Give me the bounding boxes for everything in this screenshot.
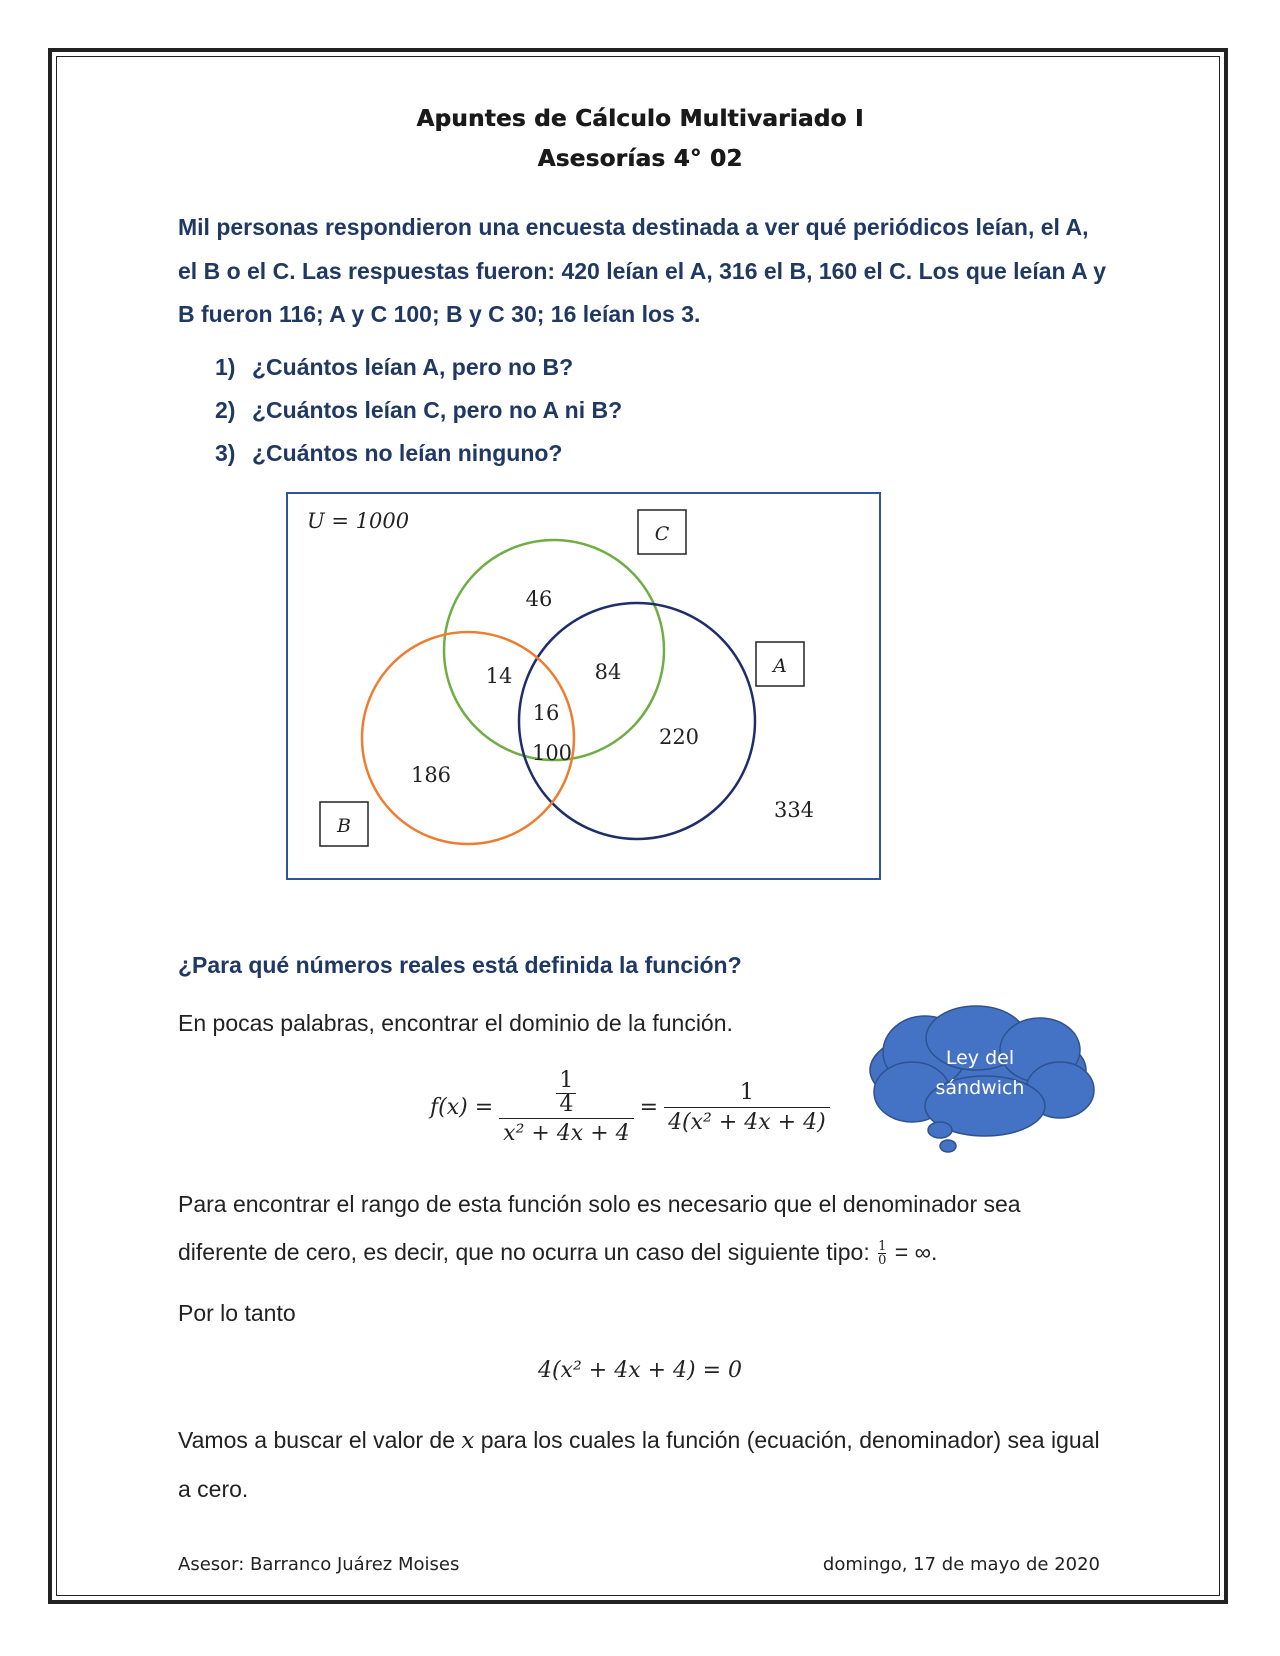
function-formula [430,1068,836,1146]
one-over-zero-denominator: 0 [878,1253,887,1269]
footer-date: domingo, 17 de mayo de 2020 [822,1554,1100,1575]
denominator-equation: 4(x² + 4x + 4) = 0 [537,1358,743,1383]
therefore-text: Por lo tanto [178,1300,296,1326]
intro-text: En pocas palabras, encontrar el dominio de la función. [178,1010,733,1036]
formula-equals: = [639,1094,659,1120]
formula-fraction-2-denominator: 4(x² + 4x + 4) [664,1107,830,1135]
question-text: ¿Cuántos no leían ninguno? [252,440,563,466]
cloud-text-line2: sándwich [935,1077,1025,1099]
formula-fraction-1-denominator: x² + 4x + 4 [499,1118,633,1146]
set-a-label: A [773,655,787,677]
universe-label: U = 1000 [307,509,410,533]
formula-fraction-1-numerator [552,1068,580,1118]
formula-lhs: f(x) = [430,1094,494,1120]
region-only-b: 186 [410,763,452,787]
formula-fraction-2 [664,1080,830,1135]
inner-denominator: 4 [556,1093,576,1116]
region-a-and-c: 84 [594,660,622,684]
search-variable: x [461,1428,475,1454]
region-none: 334 [773,798,815,822]
set-c-label: C [654,523,670,545]
question-number: 1) [215,354,236,380]
cloud-text-line1: Ley del [945,1047,1015,1069]
region-only-c: 46 [525,587,553,611]
one-over-zero-numerator: 1 [878,1239,887,1255]
question-number: 2) [215,397,236,423]
region-b-and-c: 14 [485,664,513,688]
question-number: 3) [215,440,236,466]
page-title: Apuntes de Cálculo Multivariado I [416,106,864,132]
range-paragraph [178,1180,1108,1276]
region-all-three: 16 [532,701,560,725]
region-a-and-b: 100 [531,741,573,765]
search-paragraph [178,1416,1108,1513]
question-text: ¿Cuántos leían A, pero no B? [252,354,574,380]
search-text: Vamos a buscar el valor de [178,1427,462,1453]
range-text-end: = ∞. [888,1239,938,1265]
region-only-a: 220 [658,725,700,749]
inner-numerator: 1 [559,1068,574,1093]
range-text: Para encontrar el rango de esta función solo es necesario que el denominador sea diferente de cero, es decir, que no ocurra un caso del siguiente tipo: [178,1191,1021,1265]
footer-advisor: Asesor: Barranco Juárez Moises [178,1554,460,1575]
set-b-label: B [337,815,351,837]
one-over-zero [878,1240,886,1267]
question-text: ¿Cuántos leían C, pero no A ni B? [252,397,623,423]
search-text-end: para los cuales la función (ecuación, denominador) sea igual a cero. [178,1427,1100,1502]
page-subtitle: Asesorías 4° 02 [537,146,743,172]
formula-fraction-1 [499,1068,633,1146]
section-heading: ¿Para qué números reales está definida la función? [178,952,742,978]
problem-statement: Mil personas respondieron una encuesta destinada a ver qué periódicos leían, el A, el B o el C. Las respuestas fueron: 420 leían el A, 316 el B, 160 el C. Los que leían A y B fueron 116; A y C 100; B y C 30; 16 leían los 3. [178,214,1107,327]
formula-fraction-2-numerator: 1 [739,1079,754,1105]
